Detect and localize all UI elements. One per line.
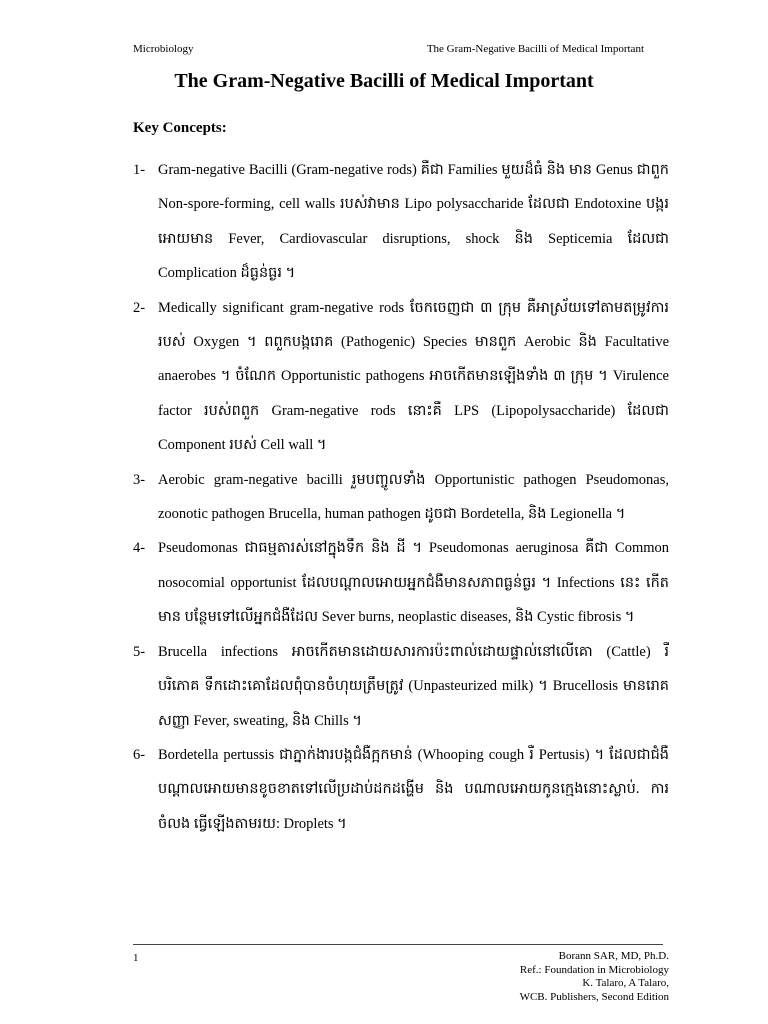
page-number: 1 (133, 952, 139, 964)
item-text: Medically significant gram-negative rods ចែកចេញជា ៣ ក្រុម គឺអាស្រ័យទៅតាមតម្រូវការ របស់ Oxygen ។ ពពួកបង្ករោគ (Pathogenic) Species មានពួក Aerobic និង Facultative anaerobes ។ ចំណែក Opportunistic pathogens អាចកើតមានឡើងទាំង ៣ ក្រុម ។ Virulence factor របស់ពពួក Gram-negative rods នោះគឺ LPS (Lipopolysaccharide) ដែលជា Component របស់ Cell wall ។ (158, 299, 670, 454)
footer-author: Borann SAR, MD, Ph.D. (558, 950, 669, 962)
item-text: Aerobic gram-negative bacilli រួមបញ្ចូលទាំង Opportunistic pathogen Pseudomonas, zoonotic pathogen Brucella, human pathogen ដូចជា Bordetella, និង Legionella ។ (158, 471, 669, 523)
running-header (133, 43, 644, 56)
list-item (133, 738, 669, 841)
item-text: Bordetella pertussis ជាភ្នាក់ងារបង្កជំងឺក្អកមាន់ (Whooping cough រឺ Pertusis) ។ ដែលជាជំងឺ បណ្តាលអោយមានខូចខាតទៅលើប្រដាប់ដកដង្ហើម និង បណាលអោយកូនក្មេងនោះស្លាប់. ការចំលង ធ្វើឡើងតាមរយ: Droplets ។ (158, 746, 669, 832)
page-title: The Gram-Negative Bacilli of Medical Important (174, 70, 594, 92)
item-number: 4- (133, 540, 146, 557)
list-item (133, 153, 669, 291)
item-number: 1- (133, 162, 146, 178)
key-concepts-heading: Key Concepts: (133, 120, 227, 136)
item-text: Pseudomonas ជាធម្មតារស់នៅក្នុងទឹក និង ដី ។ Pseudomonas aeruginosa គឺជា Common nosocomial opportunist ដែលបណ្តាលអោយអ្នកជំងឺមានសភាពធ្ងន់ធ្ងរ ។ Infections នេះ កើតមាន បន្ថែមទៅលើអ្នកជំងឺដែល Sever burns, neoplastic diseases, និង Cystic fibrosis ។ (158, 540, 669, 626)
list-item (133, 531, 669, 634)
list-item (133, 463, 669, 532)
list-item (133, 291, 669, 463)
list-item (133, 635, 669, 738)
header-subject: Microbiology (133, 43, 194, 55)
item-number: 2- (133, 299, 146, 316)
item-number: 5- (133, 643, 146, 660)
item-number: 6- (133, 746, 146, 763)
item-number: 3- (133, 471, 146, 488)
footer-divider (133, 944, 663, 945)
footer-ref-authors: K. Talaro, A Talaro, (582, 977, 669, 989)
footer-references (520, 950, 669, 1004)
footer-publisher: WCB. Publishers, Second Edition (519, 990, 669, 1003)
item-text: Brucella infections អាចកើតមានដោយសារការប៉ះពាល់ដោយផ្ទាល់នៅលើគោ (Cattle) រឺបរិភោគ ទឹកដោះគោដែលពុំបានចំហុយត្រឹមត្រូវ (Unpasteurized milk) ។ Brucellosis មានរោគសញ្ញា Fever, sweating, និង Chills ។ (158, 643, 669, 729)
header-chapter-title: The Gram-Negative Bacilli of Medical Important (426, 43, 644, 55)
item-text: Gram-negative Bacilli (Gram-negative rods) គឺជា Families មួយដ៏ធំ និង មាន Genus ជាពួក Non-spore-forming, cell walls របស់វាមាន Lipo polysaccharide ដែលជា Endotoxine បង្ករអោយមាន Fever, Cardiovascular disruptions, shock និង Septicemia ដែលជា Complication ដ៏ធ្ងន់ធ្ងរ ។ (158, 162, 669, 282)
footer-reference: Ref.: Foundation in Microbiology (519, 963, 669, 976)
key-concepts-list (133, 153, 669, 841)
